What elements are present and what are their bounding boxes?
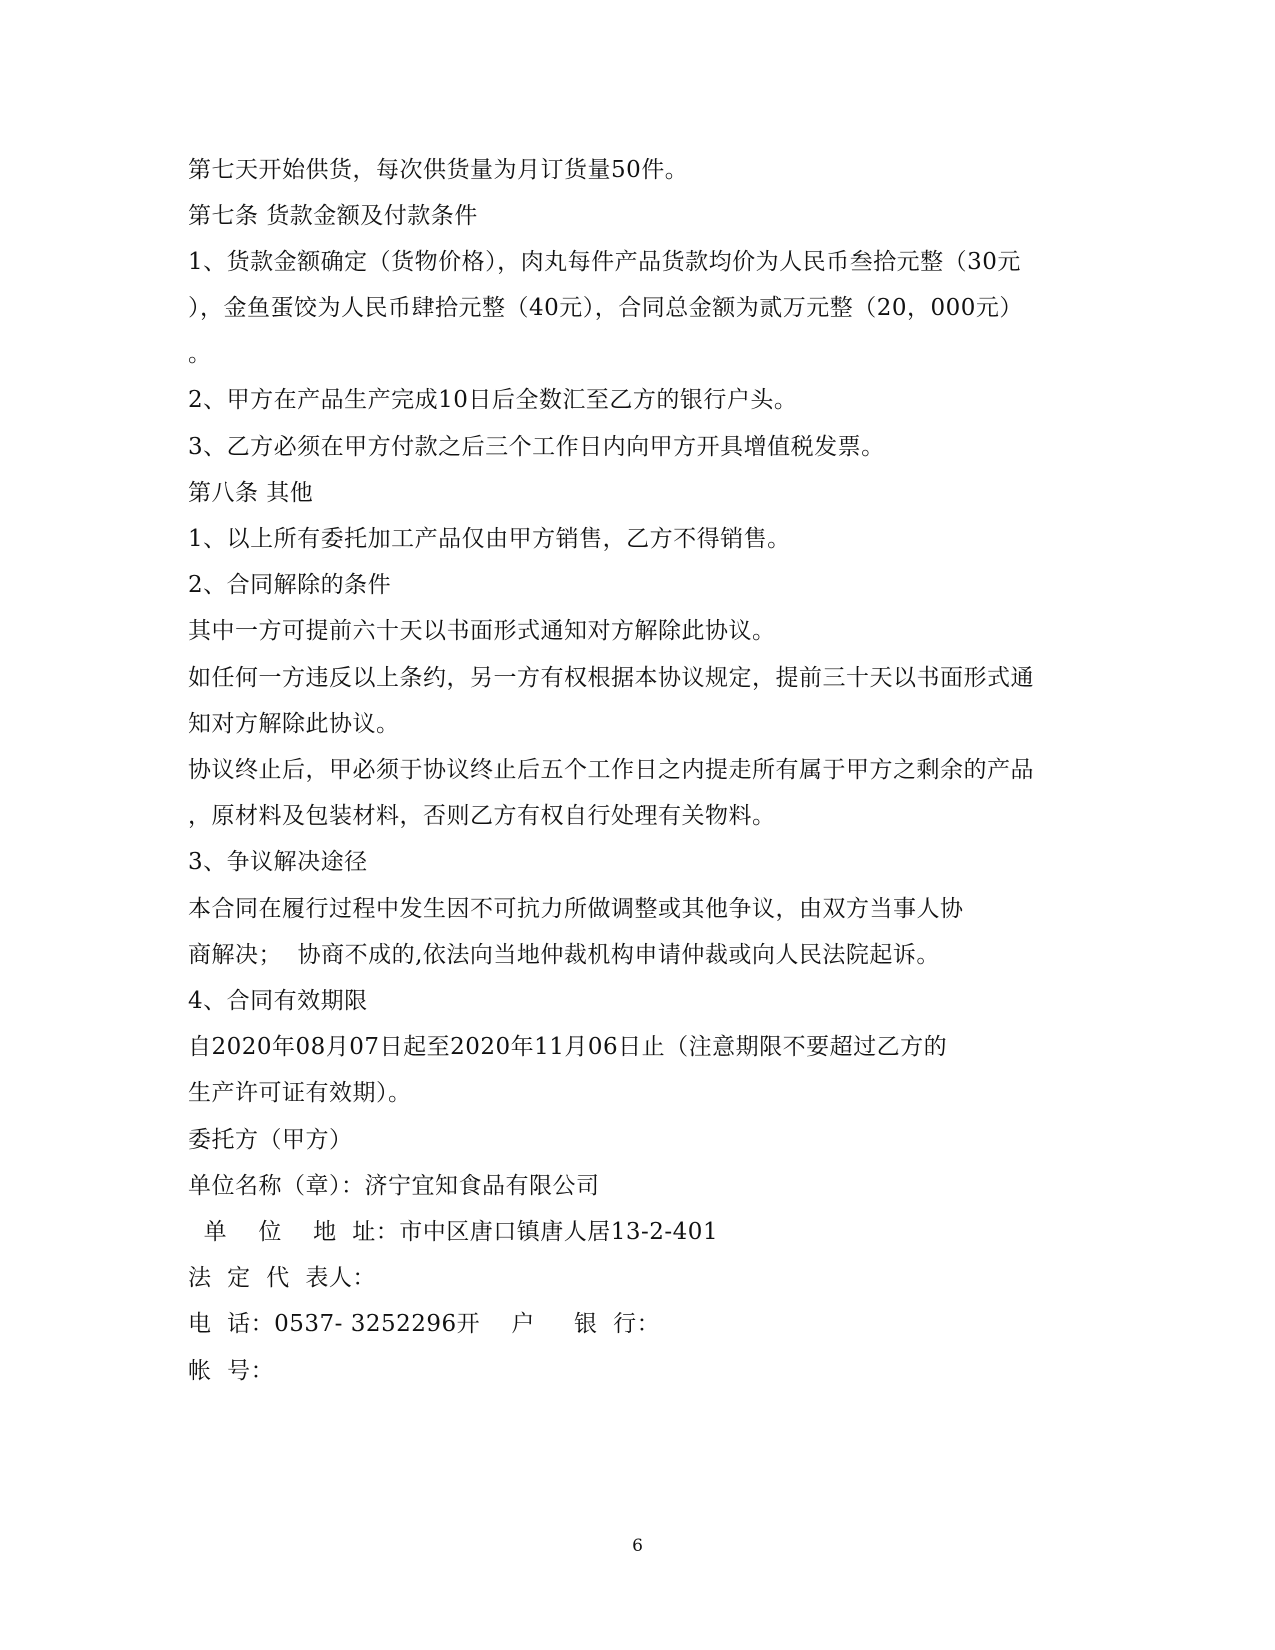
text-line: 1、以上所有委托加工产品仅由甲方销售，乙方不得销售。 <box>188 526 791 552</box>
text-line: 。 <box>188 341 212 367</box>
text-line: 商解决； 协商不成的,依法向当地仲裁机构申请仲裁或向人民法院起诉。 <box>188 942 940 968</box>
text-line: 生产许可证有效期）。 <box>188 1080 412 1106</box>
text-line: ），金鱼蛋饺为人民币肆拾元整（40元），合同总金额为贰万元整（20，000元） <box>188 295 1023 321</box>
address-field: 单 位 地 址：市中区唐口镇唐人居13-2-401 <box>188 1219 719 1245</box>
party-a-heading: 委托方（甲方） <box>188 1127 353 1153</box>
text-line: 4、合同有效期限 <box>188 988 368 1014</box>
text-line: 知对方解除此协议。 <box>188 711 400 737</box>
text-line: ，原材料及包装材料，否则乙方有权自行处理有关物料。 <box>188 803 776 829</box>
text-line: 1、货款金额确定（货物价格），肉丸每件产品货款均价为人民币叁拾元整（30元 <box>188 249 1021 275</box>
text-line: 其中一方可提前六十天以书面形式通知对方解除此协议。 <box>188 618 776 644</box>
section-heading-8: 第八条 其他 <box>188 480 314 506</box>
text-line: 3、争议解决途径 <box>188 849 368 875</box>
text-line: 2、合同解除的条件 <box>188 572 392 598</box>
phone-bank-field: 电 话：0537- 3252296开 户 银 行： <box>188 1311 661 1337</box>
text-line: 自2020年08月07日起至2020年11月06日止（注意期限不要超过乙方的 <box>188 1034 948 1060</box>
section-heading-7: 第七条 货款金额及付款条件 <box>188 203 478 229</box>
legal-representative-field: 法 定 代 表人： <box>188 1265 376 1291</box>
company-name-field: 单位名称（章）：济宁宜知食品有限公司 <box>188 1173 600 1199</box>
page-number: 6 <box>632 1536 643 1556</box>
text-line: 第七天开始供货，每次供货量为月订货量50件。 <box>188 157 689 183</box>
account-field: 帐 号： <box>188 1358 275 1384</box>
text-line: 2、甲方在产品生产完成10日后全数汇至乙方的银行户头。 <box>188 387 798 413</box>
text-line: 本合同在履行过程中发生因不可抗力所做调整或其他争议，由双方当事人协 <box>188 896 964 922</box>
text-line: 3、乙方必须在甲方付款之后三个工作日内向甲方开具增值税发票。 <box>188 434 885 460</box>
text-line: 协议终止后，甲必须于协议终止后五个工作日之内提走所有属于甲方之剩余的产品 <box>188 757 1034 783</box>
text-line: 如任何一方违反以上条约，另一方有权根据本协议规定，提前三十天以书面形式通 <box>188 665 1034 691</box>
